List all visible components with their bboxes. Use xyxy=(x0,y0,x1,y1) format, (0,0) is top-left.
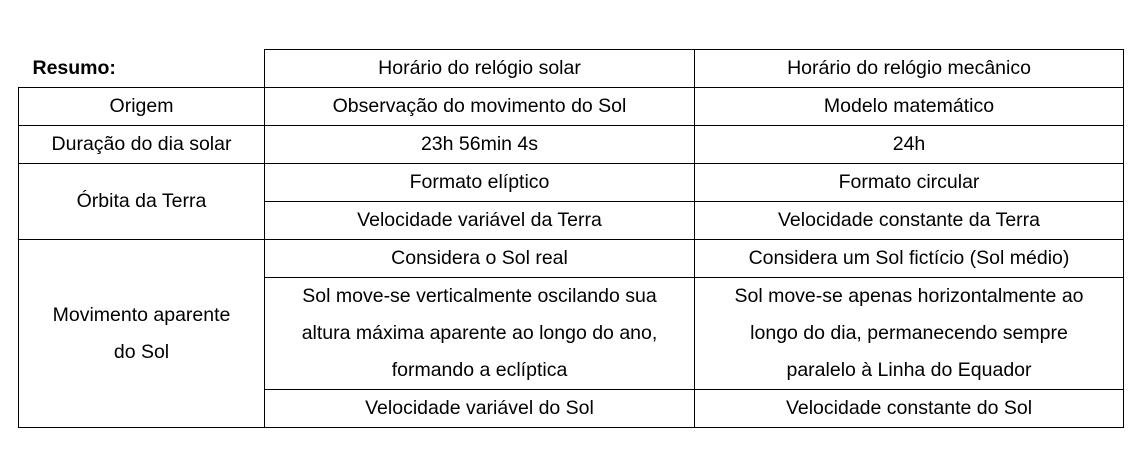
header-row xyxy=(19,50,1124,88)
row-label-origem: Origem xyxy=(19,88,265,126)
cell-movimento-solar-2-line-1: Sol move-se verticalmente oscilando sua xyxy=(302,285,657,307)
row-label-movimento xyxy=(19,240,265,428)
summary-label: Resumo: xyxy=(32,56,116,79)
cell-orbita-solar-2: Velocidade variável da Terra xyxy=(265,202,695,240)
cell-movimento-mecanico-2-line-3: paralelo à Linha do Equador xyxy=(786,359,1032,381)
cell-duracao-mecanico: 24h xyxy=(695,126,1124,164)
table-row-orbita-1 xyxy=(19,164,1124,202)
cell-orbita-solar-1: Formato elíptico xyxy=(265,164,695,202)
cell-movimento-mecanico-2-line-2: longo do dia, permanecendo sempre xyxy=(750,322,1068,344)
cell-origem-mecanico: Modelo matemático xyxy=(695,88,1124,126)
cell-movimento-mecanico-3: Velocidade constante do Sol xyxy=(695,390,1124,428)
cell-movimento-solar-3: Velocidade variável do Sol xyxy=(265,390,695,428)
cell-origem-solar: Observação do movimento do Sol xyxy=(265,88,695,126)
table-row-movimento-1 xyxy=(19,240,1124,278)
cell-movimento-solar-2-line-3: formando a eclíptica xyxy=(391,359,568,381)
cell-orbita-mecanico-2: Velocidade constante da Terra xyxy=(695,202,1124,240)
cell-movimento-mecanico-2 xyxy=(695,278,1124,390)
header-solar: Horário do relógio solar xyxy=(265,50,695,88)
row-label-orbita: Órbita da Terra xyxy=(19,164,265,240)
cell-orbita-mecanico-1: Formato circular xyxy=(695,164,1124,202)
summary-table xyxy=(18,49,1124,428)
summary-label-cell xyxy=(19,50,265,88)
cell-movimento-solar-2 xyxy=(265,278,695,390)
row-label-duracao: Duração do dia solar xyxy=(19,126,265,164)
cell-movimento-solar-1: Considera o Sol real xyxy=(265,240,695,278)
cell-movimento-mecanico-2-line-1: Sol move-se apenas horizontalmente ao xyxy=(734,285,1084,307)
row-label-movimento-line-1: Movimento aparente xyxy=(52,303,231,326)
cell-movimento-mecanico-1: Considera um Sol fictício (Sol médio) xyxy=(695,240,1124,278)
cell-movimento-solar-2-line-2: altura máxima aparente ao longo do ano, xyxy=(301,322,658,344)
table-row-origem xyxy=(19,88,1124,126)
table-row-duracao xyxy=(19,126,1124,164)
cell-duracao-solar: 23h 56min 4s xyxy=(265,126,695,164)
header-mecanico: Horário do relógio mecânico xyxy=(695,50,1124,88)
row-label-movimento-line-2: do Sol xyxy=(113,340,170,363)
